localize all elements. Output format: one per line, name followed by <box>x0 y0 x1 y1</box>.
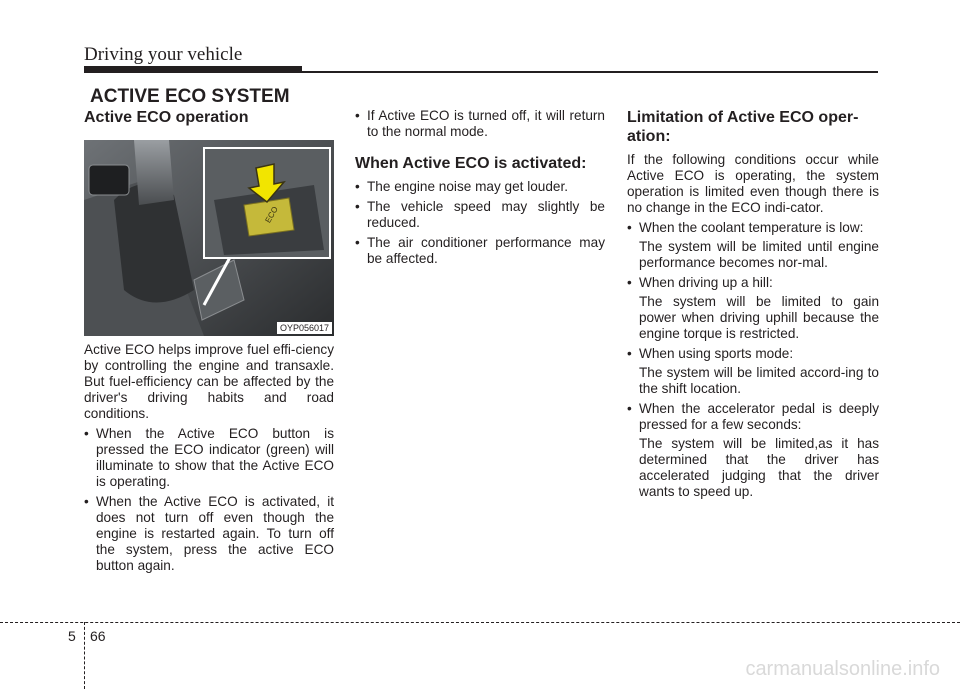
bullet-dot: • <box>627 220 632 235</box>
bullet-item <box>627 275 879 291</box>
section-title: ACTIVE ECO SYSTEM <box>90 86 290 107</box>
heading-limitation: Limitation of Active ECO oper-ation: <box>627 109 859 145</box>
eco-button-text: ECO <box>263 204 280 225</box>
bullet-text: When the Active ECO is activated, it does not turn off even though the engine is restarted again. To turn off the system, press the active ECO button again. <box>96 494 334 573</box>
column-2 <box>355 108 605 267</box>
bullet-text: The engine noise may get louder. <box>367 179 569 194</box>
intro-paragraph: Active ECO helps improve fuel effi-ciency by controlling the engine and transaxle. But fuel-efficiency can be affected by the driver's driving habits and road conditions. <box>84 342 334 421</box>
bullet-item <box>627 401 879 433</box>
bullet-text: The air conditioner performance may be affected. <box>367 235 605 266</box>
bullet-item <box>84 426 334 490</box>
bullet-item <box>627 346 879 362</box>
bullet-dot: • <box>355 179 360 194</box>
footer-rule <box>0 622 960 623</box>
bullet-dot: • <box>84 426 89 441</box>
chapter-number: 5 <box>68 628 76 644</box>
bullet-text: The vehicle speed may slightly be reduced. <box>367 199 605 230</box>
bullet-text: If Active ECO is turned off, it will return to the normal mode. <box>367 108 605 139</box>
bullet-text: When using sports mode: <box>639 346 794 361</box>
limitation-paragraph: If the following conditions occur while Active ECO is operating, the system operation is limited even though there is no change in the ECO indi-cator. <box>627 152 879 215</box>
bullet-detail: The system will be limited to gain power when driving uphill because the engine torque is restricted. <box>639 294 879 341</box>
bullet-item <box>355 235 605 267</box>
bullet-item <box>355 108 605 140</box>
page-number: 66 <box>90 628 106 644</box>
bullet-dot: • <box>84 494 89 509</box>
figure-code: OYP056017 <box>277 322 332 334</box>
header-rule-thin <box>84 71 878 73</box>
footer-vertical-rule <box>84 622 85 689</box>
bullet-item <box>627 220 879 236</box>
heading-when-activated: When Active ECO is activated: <box>355 155 587 172</box>
heading-active-eco-operation: Active ECO operation <box>84 109 249 126</box>
bullet-dot: • <box>355 108 360 123</box>
bullet-text: When driving up a hill: <box>639 275 773 290</box>
bullet-item <box>84 494 334 574</box>
bullet-text: When the accelerator pedal is deeply pressed for a few seconds: <box>639 401 879 432</box>
watermark: carmanualsonline.info <box>745 658 940 680</box>
header-title: Driving your vehicle <box>84 44 243 65</box>
console-illustration <box>84 140 334 336</box>
bullet-item <box>355 199 605 231</box>
bullet-dot: • <box>627 346 632 361</box>
bullet-text: When the Active ECO button is pressed the ECO indicator (green) will illuminate to show that the Active ECO is operating. <box>96 426 334 489</box>
eco-button-figure <box>84 140 334 336</box>
bullet-dot: • <box>355 199 360 214</box>
bullet-dot: • <box>627 401 632 416</box>
bullet-item <box>355 179 605 195</box>
bullet-detail: The system will be limited until engine performance becomes nor-mal. <box>639 239 879 270</box>
bullet-dot: • <box>627 275 632 290</box>
bullet-detail: The system will be limited,as it has determined that the driver has accelerated judging that the driver wants to speed up. <box>639 436 879 499</box>
bullet-text: When the coolant temperature is low: <box>639 220 864 235</box>
bullet-detail: The system will be limited accord-ing to the shift location. <box>639 365 879 396</box>
column-3 <box>627 108 879 500</box>
bullet-dot: • <box>355 235 360 250</box>
